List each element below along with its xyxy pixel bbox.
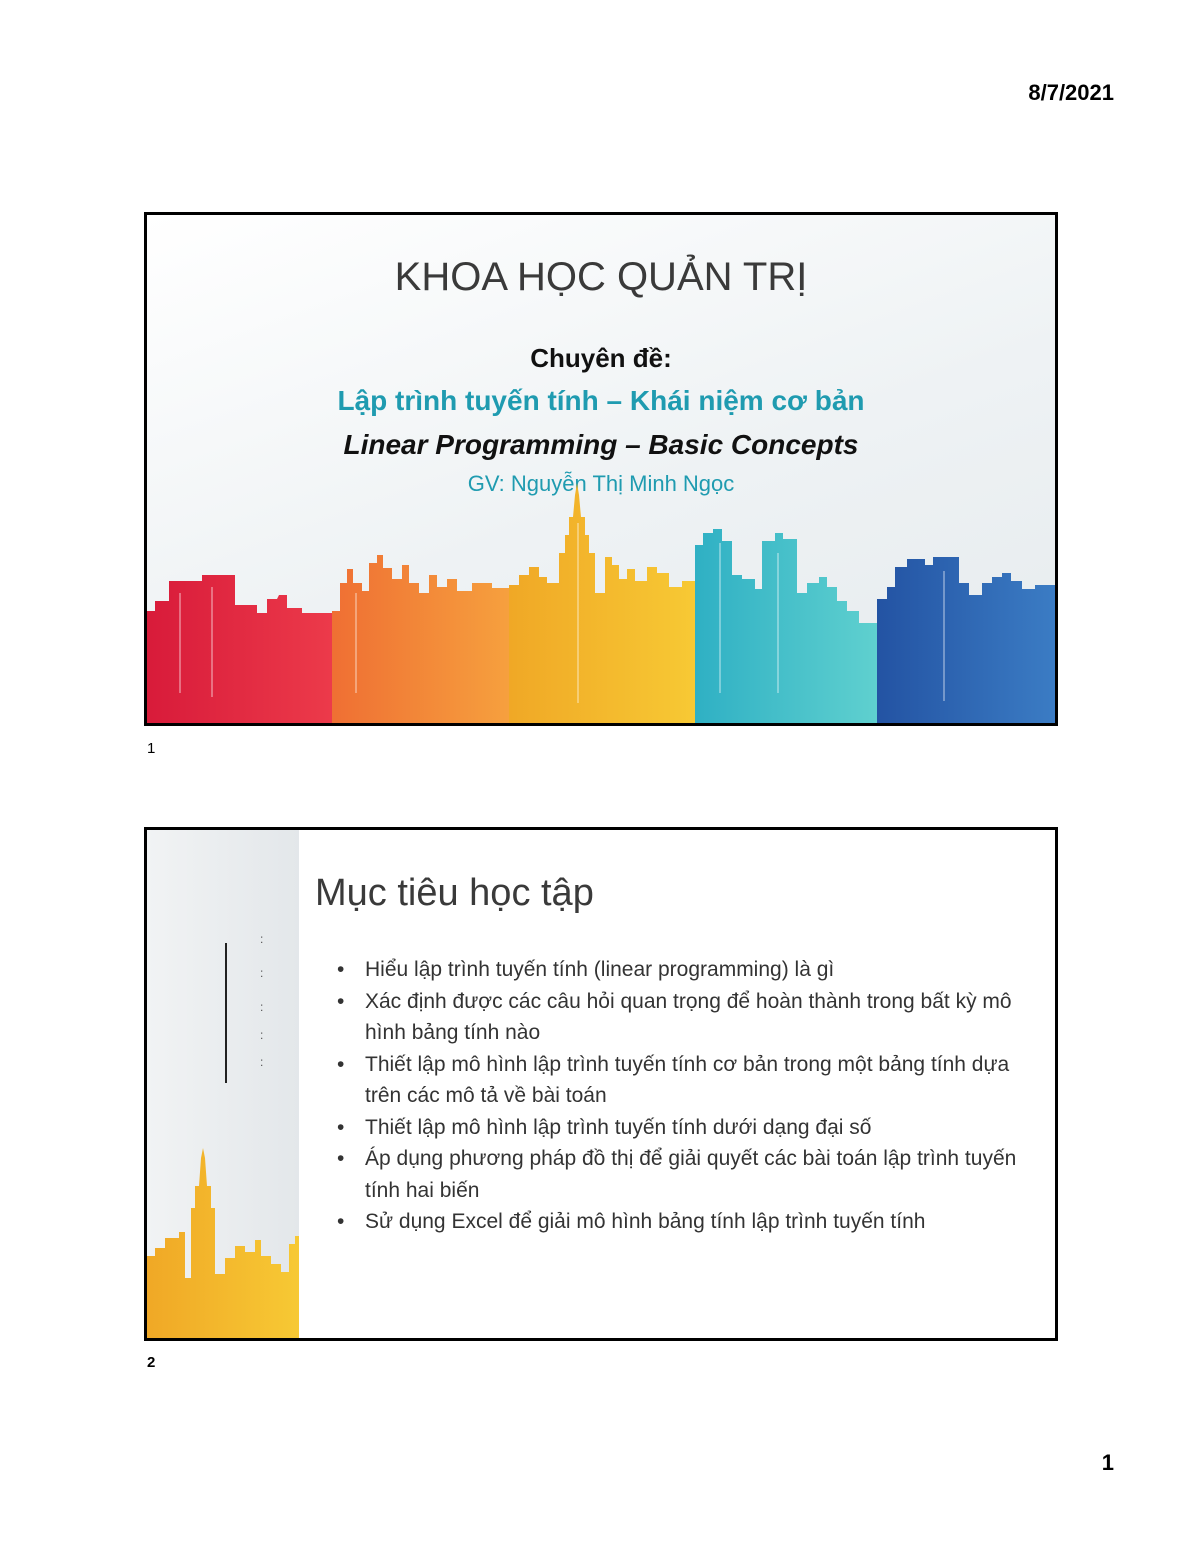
list-item bbox=[337, 1112, 1027, 1144]
page-number: 1 bbox=[1101, 1450, 1114, 1475]
decor-dot: : bbox=[260, 966, 264, 980]
decor-vertical-line bbox=[225, 943, 227, 1083]
page-date: 8/7/2021 bbox=[1028, 80, 1114, 105]
skyline-red-block bbox=[147, 575, 332, 723]
topic-label: Chuyên đề: bbox=[530, 343, 672, 373]
list-item-text: Xác định được các câu hỏi quan trọng để hoàn thành trong bất kỳ mô hình bảng tính nào bbox=[365, 989, 1012, 1044]
skyline-teal-block bbox=[695, 529, 877, 723]
bullet-icon: • bbox=[337, 1115, 345, 1139]
skyline-yellow-left bbox=[147, 1148, 299, 1338]
decor-dot: : bbox=[260, 1028, 264, 1042]
bullet-icon: • bbox=[337, 989, 345, 1013]
list-item bbox=[337, 1143, 1027, 1206]
list-item bbox=[337, 1206, 1027, 1238]
bullet-icon: • bbox=[337, 958, 345, 981]
skyline-yellow-block bbox=[509, 483, 695, 723]
decor-dot: : bbox=[260, 932, 264, 946]
bullet-icon: • bbox=[337, 1210, 345, 1233]
list-item-text: Sử dụng Excel để giải mô hình bảng tính lập trình tuyến tính bbox=[365, 1210, 926, 1233]
slide-2 bbox=[144, 827, 1058, 1341]
decor-dot: : bbox=[260, 1055, 264, 1069]
list-item bbox=[337, 986, 1027, 1049]
slide-1 bbox=[144, 212, 1058, 726]
bullet-icon: • bbox=[337, 1052, 345, 1076]
instructor-name: GV: Nguyễn Thị Minh Ngọc bbox=[467, 471, 735, 496]
subtitle-english: Linear Programming – Basic Concepts bbox=[343, 429, 859, 460]
list-item-text: Hiểu lập trình tuyến tính (linear programming) là gì bbox=[365, 958, 835, 981]
slide-number-1: 1 bbox=[147, 740, 156, 757]
skyline-orange-block bbox=[332, 555, 509, 723]
list-item bbox=[337, 1049, 1027, 1112]
list-item-text: Áp dụng phương pháp đồ thị để giải quyết các bài toán lập trình tuyến tính hai biến bbox=[365, 1147, 1017, 1202]
list-item bbox=[337, 954, 1027, 986]
slide-title: KHOA HỌC QUẢN TRỊ bbox=[394, 255, 808, 299]
city-skyline-illustration bbox=[147, 483, 1055, 723]
slide-heading: Mục tiêu học tập bbox=[315, 872, 594, 914]
list-item-text: Thiết lập mô hình lập trình tuyến tính cơ bản trong một bảng tính dựa trên các mô tả về bài toán bbox=[365, 1052, 1010, 1107]
yellow-skyline-illustration bbox=[147, 1148, 299, 1338]
bullet-icon: • bbox=[337, 1147, 345, 1170]
learning-objectives-list bbox=[337, 954, 1027, 1238]
list-item-text: Thiết lập mô hình lập trình tuyến tính dưới dạng đại số bbox=[365, 1115, 872, 1139]
slide-number-2: 2 bbox=[147, 1354, 156, 1371]
subtitle-vietnamese: Lập trình tuyến tính – Khái niệm cơ bản bbox=[337, 385, 865, 416]
decor-dot: : bbox=[260, 1000, 264, 1014]
skyline-blue-block bbox=[877, 557, 1055, 723]
